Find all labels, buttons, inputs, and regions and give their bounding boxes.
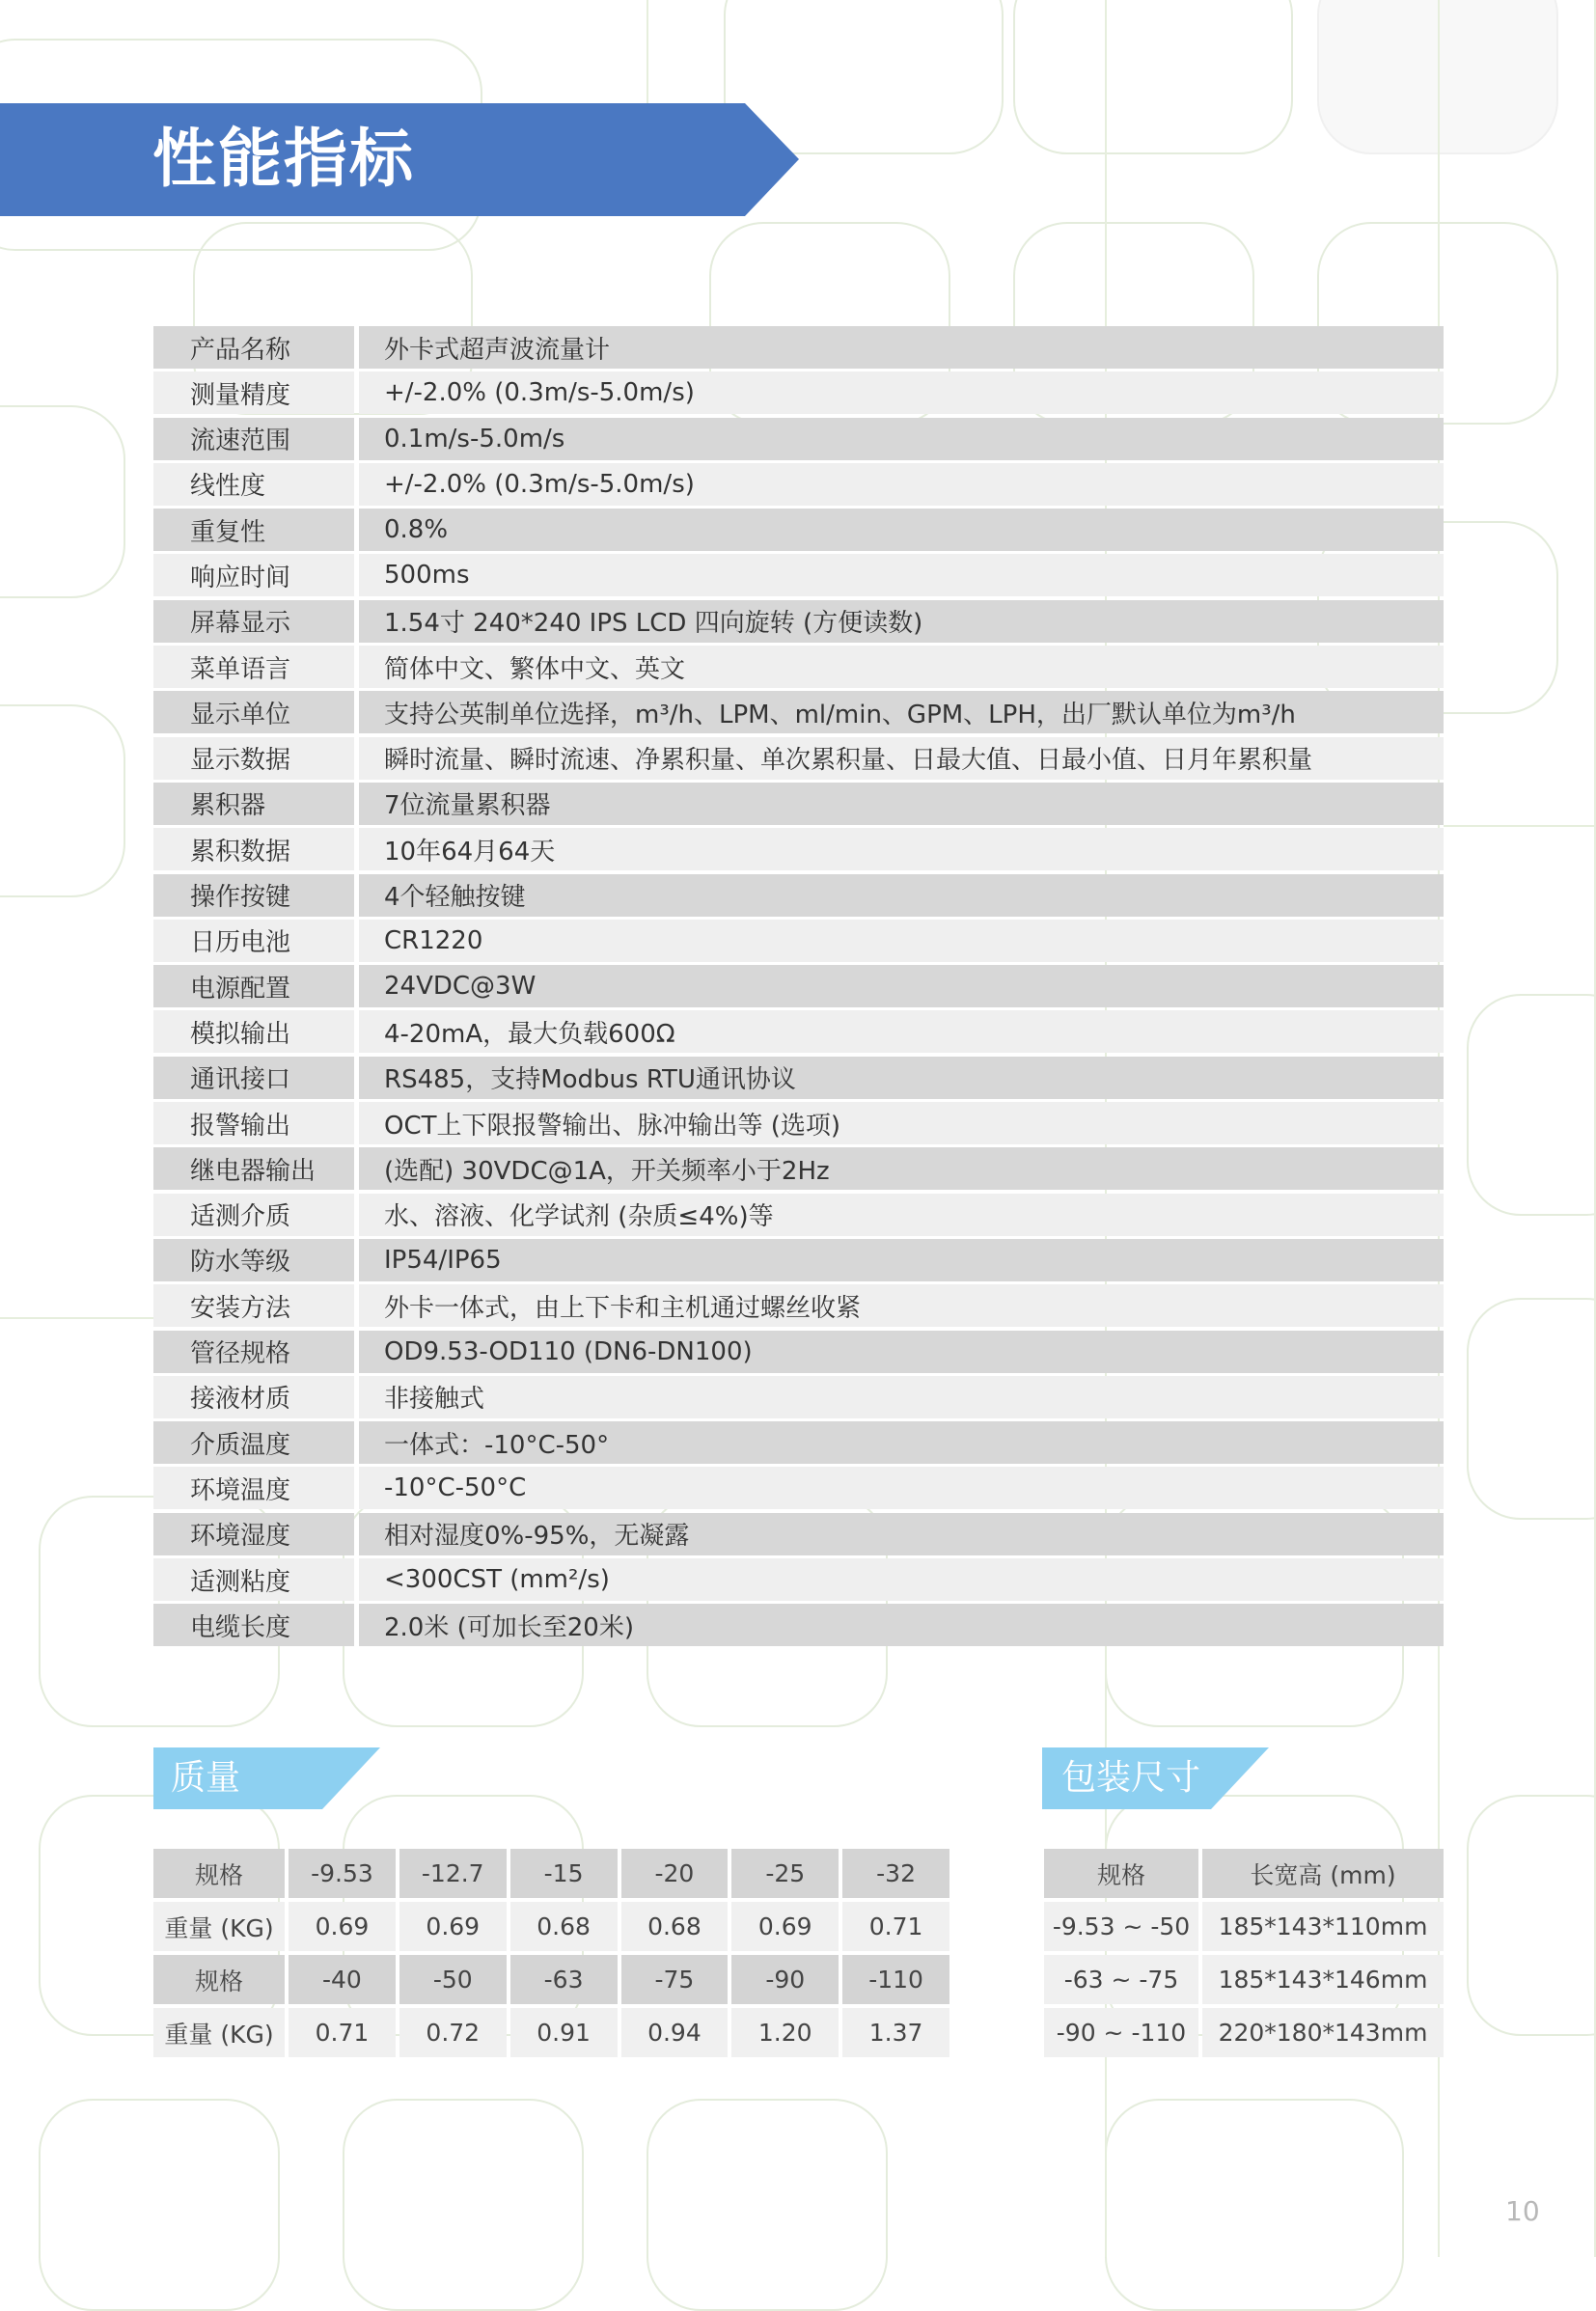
spec-label: 累积器	[153, 783, 354, 825]
spec-label: 报警输出	[153, 1102, 354, 1144]
spec-label: 环境湿度	[153, 1513, 354, 1555]
spec-value: 外卡一体式，由上下卡和主机通过螺丝收紧	[359, 1284, 1444, 1327]
spec-value: +/-2.0% (0.3m/s-5.0m/s)	[359, 371, 1444, 414]
table-cell: -9.53	[289, 1849, 396, 1898]
table-cell: 185*143*110mm	[1202, 1902, 1444, 1951]
table-cell: -63 ~ -75	[1044, 1955, 1198, 2004]
spec-value: 10年64月64天	[359, 828, 1444, 870]
table-cell: 0.71	[289, 2008, 396, 2057]
spec-label: 安装方法	[153, 1284, 354, 1327]
table-cell: 0.69	[399, 1902, 507, 1951]
spec-row	[153, 1604, 1444, 1646]
spec-row	[153, 463, 1444, 506]
spec-row	[153, 646, 1444, 688]
table-cell: 重量 (KG)	[153, 1902, 285, 1951]
spec-value: 0.8%	[359, 509, 1444, 551]
spec-label: 显示数据	[153, 737, 354, 780]
spec-value: +/-2.0% (0.3m/s-5.0m/s)	[359, 463, 1444, 506]
table-cell: 185*143*146mm	[1202, 1955, 1444, 2004]
page-title: 性能指标	[152, 122, 415, 196]
spec-value: 支持公英制单位选择，m³/h、LPM、ml/min、GPM、LPH，出厂默认单位为m³/h	[359, 691, 1444, 733]
table-row	[153, 1849, 949, 1898]
spec-row	[153, 1467, 1444, 1509]
spec-row	[153, 1284, 1444, 1327]
spec-label: 日历电池	[153, 920, 354, 962]
spec-row	[153, 371, 1444, 414]
spec-row	[153, 874, 1444, 917]
spec-value: OD9.53-OD110 (DN6-DN100)	[359, 1331, 1444, 1373]
spec-label: 线性度	[153, 463, 354, 506]
table-cell: 规格	[153, 1849, 285, 1898]
spec-value: 相对湿度0%-95%，无凝露	[359, 1513, 1444, 1555]
spec-value: (选配) 30VDC@1A，开关频率小于2Hz	[359, 1147, 1444, 1190]
spec-value: -10°C-50°C	[359, 1467, 1444, 1509]
spec-label: 累积数据	[153, 828, 354, 870]
table-cell: -25	[731, 1849, 839, 1898]
spec-table	[153, 326, 1444, 1650]
table-cell: 0.69	[289, 1902, 396, 1951]
spec-value: 一体式：-10°C-50°	[359, 1421, 1444, 1464]
spec-label: 菜单语言	[153, 646, 354, 688]
spec-label: 测量精度	[153, 371, 354, 414]
spec-row	[153, 1147, 1444, 1190]
spec-value: 0.1m/s-5.0m/s	[359, 418, 1444, 460]
spec-value: RS485，支持Modbus RTU通讯协议	[359, 1057, 1444, 1099]
spec-label: 通讯接口	[153, 1057, 354, 1099]
package-table	[1040, 1845, 1447, 2061]
spec-row	[153, 783, 1444, 825]
table-cell: -12.7	[399, 1849, 507, 1898]
spec-value: 瞬时流量、瞬时流速、净累积量、单次累积量、日最大值、日最小值、日月年累积量	[359, 737, 1444, 780]
table-row	[1044, 1902, 1444, 1951]
table-row	[1044, 1849, 1444, 1898]
page-number: 10	[1505, 2195, 1540, 2227]
spec-label: 响应时间	[153, 554, 354, 596]
spec-row	[153, 737, 1444, 780]
spec-value: 7位流量累积器	[359, 783, 1444, 825]
spec-row	[153, 1194, 1444, 1236]
table-cell: 0.91	[510, 2008, 618, 2057]
table-cell: 长宽高 (mm)	[1202, 1849, 1444, 1898]
spec-row	[153, 326, 1444, 369]
table-cell: 0.94	[621, 2008, 729, 2057]
spec-label: 模拟输出	[153, 1010, 354, 1053]
spec-row	[153, 691, 1444, 733]
spec-value: 4个轻触按键	[359, 874, 1444, 917]
spec-row	[153, 1421, 1444, 1464]
spec-value: 简体中文、繁体中文、英文	[359, 646, 1444, 688]
table-cell: 重量 (KG)	[153, 2008, 285, 2057]
spec-row	[153, 920, 1444, 962]
spec-row	[153, 965, 1444, 1007]
table-cell: 0.72	[399, 2008, 507, 2057]
spec-label: 管径规格	[153, 1331, 354, 1373]
spec-label: 接液材质	[153, 1376, 354, 1418]
spec-value: <300CST (mm²/s)	[359, 1558, 1444, 1601]
table-cell: -63	[510, 1955, 618, 2004]
spec-label: 电缆长度	[153, 1604, 354, 1646]
spec-label: 介质温度	[153, 1421, 354, 1464]
table-cell: -75	[621, 1955, 729, 2004]
table-cell: 规格	[1044, 1849, 1198, 1898]
spec-label: 继电器输出	[153, 1147, 354, 1190]
spec-label: 屏幕显示	[153, 600, 354, 643]
spec-value: 500ms	[359, 554, 1444, 596]
spec-row	[153, 600, 1444, 643]
spec-label: 电源配置	[153, 965, 354, 1007]
table-row	[1044, 1955, 1444, 2004]
spec-value: OCT上下限报警输出、脉冲输出等 (选项)	[359, 1102, 1444, 1144]
spec-value: 2.0米 (可加长至20米)	[359, 1604, 1444, 1646]
spec-label: 操作按键	[153, 874, 354, 917]
table-row	[153, 2008, 949, 2057]
weight-section-title: 质量	[171, 1758, 241, 1798]
table-cell: -50	[399, 1955, 507, 2004]
table-cell: -20	[621, 1849, 729, 1898]
spec-row	[153, 509, 1444, 551]
spec-row	[153, 828, 1444, 870]
package-section-title: 包装尺寸	[1061, 1758, 1201, 1798]
table-row	[153, 1902, 949, 1951]
table-cell: 0.69	[731, 1902, 839, 1951]
table-cell: -15	[510, 1849, 618, 1898]
table-cell: -110	[842, 1955, 949, 2004]
table-cell: 1.20	[731, 2008, 839, 2057]
spec-label: 适测介质	[153, 1194, 354, 1236]
spec-label: 流速范围	[153, 418, 354, 460]
spec-label: 防水等级	[153, 1239, 354, 1281]
table-cell: 规格	[153, 1955, 285, 2004]
spec-row	[153, 1513, 1444, 1555]
table-cell: 1.37	[842, 2008, 949, 2057]
spec-row	[153, 418, 1444, 460]
table-cell: -90	[731, 1955, 839, 2004]
table-cell: 0.71	[842, 1902, 949, 1951]
spec-value: 水、溶液、化学试剂 (杂质≤4%)等	[359, 1194, 1444, 1236]
spec-value: 1.54寸 240*240 IPS LCD 四向旋转 (方便读数)	[359, 600, 1444, 643]
spec-value: 24VDC@3W	[359, 965, 1444, 1007]
spec-label: 显示单位	[153, 691, 354, 733]
table-row	[1044, 2008, 1444, 2057]
spec-value: 4-20mA，最大负载600Ω	[359, 1010, 1444, 1053]
spec-row	[153, 1558, 1444, 1601]
spec-value: IP54/IP65	[359, 1239, 1444, 1281]
spec-row	[153, 1376, 1444, 1418]
spec-value: 外卡式超声波流量计	[359, 326, 1444, 369]
spec-row	[153, 1102, 1444, 1144]
table-cell: 0.68	[510, 1902, 618, 1951]
weight-table	[150, 1845, 953, 2061]
table-cell: 0.68	[621, 1902, 729, 1951]
spec-row	[153, 554, 1444, 596]
table-cell: 220*180*143mm	[1202, 2008, 1444, 2057]
spec-row	[153, 1331, 1444, 1373]
table-cell: -40	[289, 1955, 396, 2004]
spec-row	[153, 1239, 1444, 1281]
spec-label: 产品名称	[153, 326, 354, 369]
spec-label: 环境温度	[153, 1467, 354, 1509]
spec-row	[153, 1057, 1444, 1099]
table-cell: -9.53 ~ -50	[1044, 1902, 1198, 1951]
spec-row	[153, 1010, 1444, 1053]
table-cell: -32	[842, 1849, 949, 1898]
spec-value: 非接触式	[359, 1376, 1444, 1418]
spec-label: 重复性	[153, 509, 354, 551]
table-cell: -90 ~ -110	[1044, 2008, 1198, 2057]
spec-label: 适测粘度	[153, 1558, 354, 1601]
spec-value: CR1220	[359, 920, 1444, 962]
table-row	[153, 1955, 949, 2004]
